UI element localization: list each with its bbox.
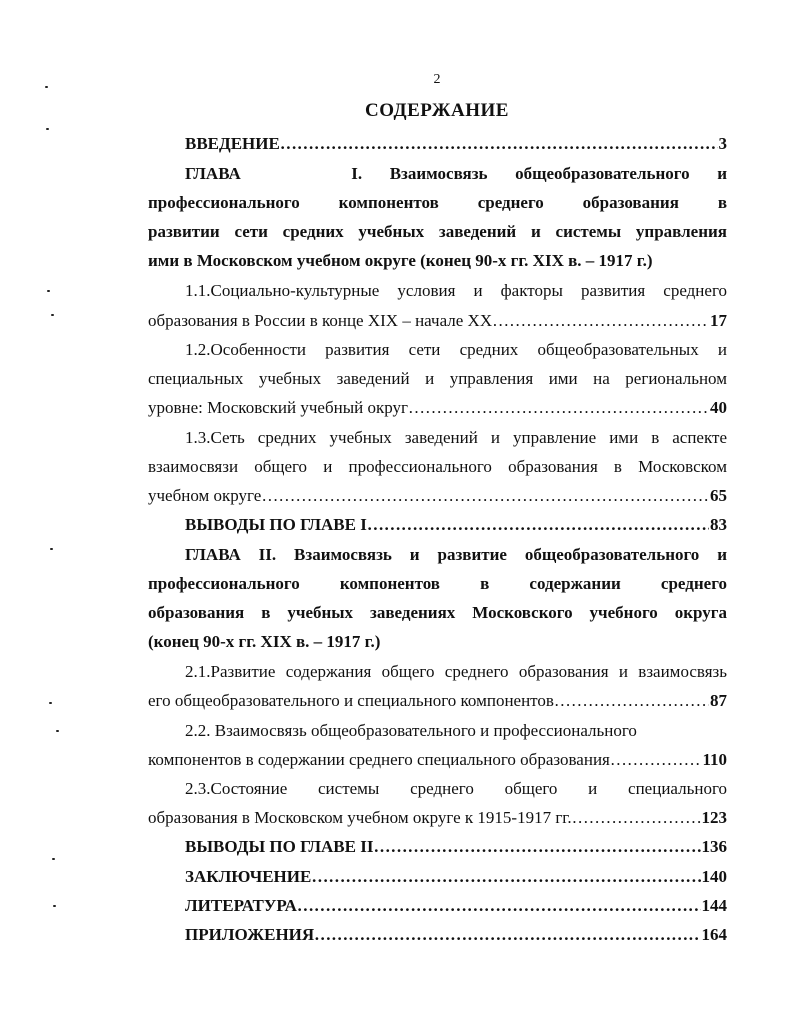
toc-label: ВЫВОДЫ ПО ГЛАВЕ II (185, 837, 374, 856)
toc-entry-literature[interactable] (185, 895, 727, 917)
chapter1-title-line4: ими в Московском учебном округе (конец 90-х гг. XIX в. – 1917 г.) (148, 251, 653, 270)
scan-speck (45, 86, 48, 88)
toc-entry-conclusions-1[interactable] (185, 514, 727, 536)
toc-page: 110 (702, 750, 727, 769)
leader-dots (297, 895, 701, 917)
scan-speck (50, 548, 53, 550)
page-title: СОДЕРЖАНИЕ (365, 100, 509, 121)
chapter1-title-line1: ГЛАВА I. Взаимосвязь общеобразовательного и (185, 164, 727, 183)
toc-label: образования в Московском учебном округе к 1915-1917 гг. (148, 808, 572, 827)
leader-dots (373, 836, 700, 858)
toc-label: ЗАКЛЮЧЕНИЕ (185, 867, 312, 886)
toc-entry-conclusion[interactable] (185, 866, 727, 888)
section-1-2-line1: 1.2.Особенности развития сети средних общеобразовательных и (185, 340, 727, 359)
leader-dots (554, 690, 709, 712)
scan-speck (46, 128, 49, 130)
toc-page: 144 (701, 896, 727, 915)
section-1-1-line1: 1.1.Социально-культурные условия и факторы развития среднего (185, 281, 727, 300)
section-1-2-line2: специальных учебных заведений и управления ими на региональном (148, 369, 727, 388)
toc-label: ВЫВОДЫ ПО ГЛАВЕ I (185, 515, 367, 534)
leader-dots (311, 866, 700, 888)
scan-speck (51, 314, 54, 316)
toc-page: 83 (710, 515, 727, 534)
toc-entry-1-1[interactable] (148, 310, 727, 332)
section-1-3-line1: 1.3.Сеть средних учебных заведений и управление ими в аспекте (185, 428, 727, 447)
section-2-3-line1: 2.3.Состояние системы среднего общего и специального (185, 779, 727, 798)
leader-dots (261, 485, 709, 507)
scan-speck (53, 905, 56, 907)
toc-entry-intro[interactable] (185, 133, 727, 155)
toc-entry-conclusions-2[interactable] (185, 836, 727, 858)
toc-entry-2-2[interactable] (148, 749, 727, 771)
toc-label: ВВЕДЕНИЕ (185, 134, 280, 153)
toc-entry-2-1[interactable] (148, 690, 727, 712)
toc-page: 40 (710, 398, 727, 417)
toc-entry-appendices[interactable] (185, 924, 727, 946)
leader-dots (314, 924, 700, 946)
toc-label: уровне: Московский учебный округ (148, 398, 408, 417)
toc-entry-1-3[interactable] (148, 485, 727, 507)
toc-page: 123 (701, 808, 727, 827)
scan-speck (52, 858, 55, 860)
toc-label: ПРИЛОЖЕНИЯ (185, 925, 315, 944)
toc-page: 65 (710, 486, 727, 505)
toc-page: 87 (710, 691, 727, 710)
chapter2-title-line3: образования в учебных заведениях Московского учебного округа (148, 603, 727, 622)
page-number: 2 (433, 72, 441, 87)
toc-entry-2-3[interactable] (148, 807, 727, 829)
scan-speck (56, 730, 59, 732)
leader-dots (408, 397, 709, 419)
leader-dots (610, 749, 702, 771)
chapter2-title-line1: ГЛАВА II. Взаимосвязь и развитие общеобразовательного и (185, 545, 727, 564)
toc-page: 140 (701, 867, 727, 886)
section-1-3-line2: взаимосвязи общего и профессионального образования в Московском (148, 457, 727, 476)
toc-page: 164 (701, 925, 727, 944)
leader-dots (492, 310, 709, 332)
toc-page: 3 (718, 134, 727, 153)
toc-label: компонентов в содержании среднего специального образования (148, 750, 610, 769)
chapter2-title-line4: (конец 90-х гг. XIX в. – 1917 г.) (148, 632, 381, 651)
toc-entry-1-2[interactable] (148, 397, 727, 419)
toc-page: 17 (710, 311, 727, 330)
chapter1-title-line3: развитии сети средних учебных заведений и системы управления (148, 222, 727, 241)
chapter1-title-line2: профессионального компонентов среднего образования в (148, 193, 727, 212)
section-2-2-line1: 2.2. Взаимосвязь общеобразовательного и профессионального (185, 721, 637, 740)
section-2-1-line1: 2.1.Развитие содержания общего среднего образования и взаимосвязь (185, 662, 727, 681)
leader-dots (572, 807, 701, 829)
toc-page: 136 (701, 837, 727, 856)
chapter2-title-line2: профессионального компонентов в содержании среднего (148, 574, 727, 593)
toc-label: учебном округе (148, 486, 262, 505)
leader-dots (367, 514, 709, 536)
scan-speck (49, 702, 52, 704)
toc-label: ЛИТЕРАТУРА (185, 896, 297, 915)
toc-label: его общеобразовательного и специального компонентов (148, 691, 554, 710)
toc-label: образования в России в конце XIX – начале XX (148, 311, 493, 330)
leader-dots (280, 133, 718, 155)
scan-speck (47, 290, 50, 292)
